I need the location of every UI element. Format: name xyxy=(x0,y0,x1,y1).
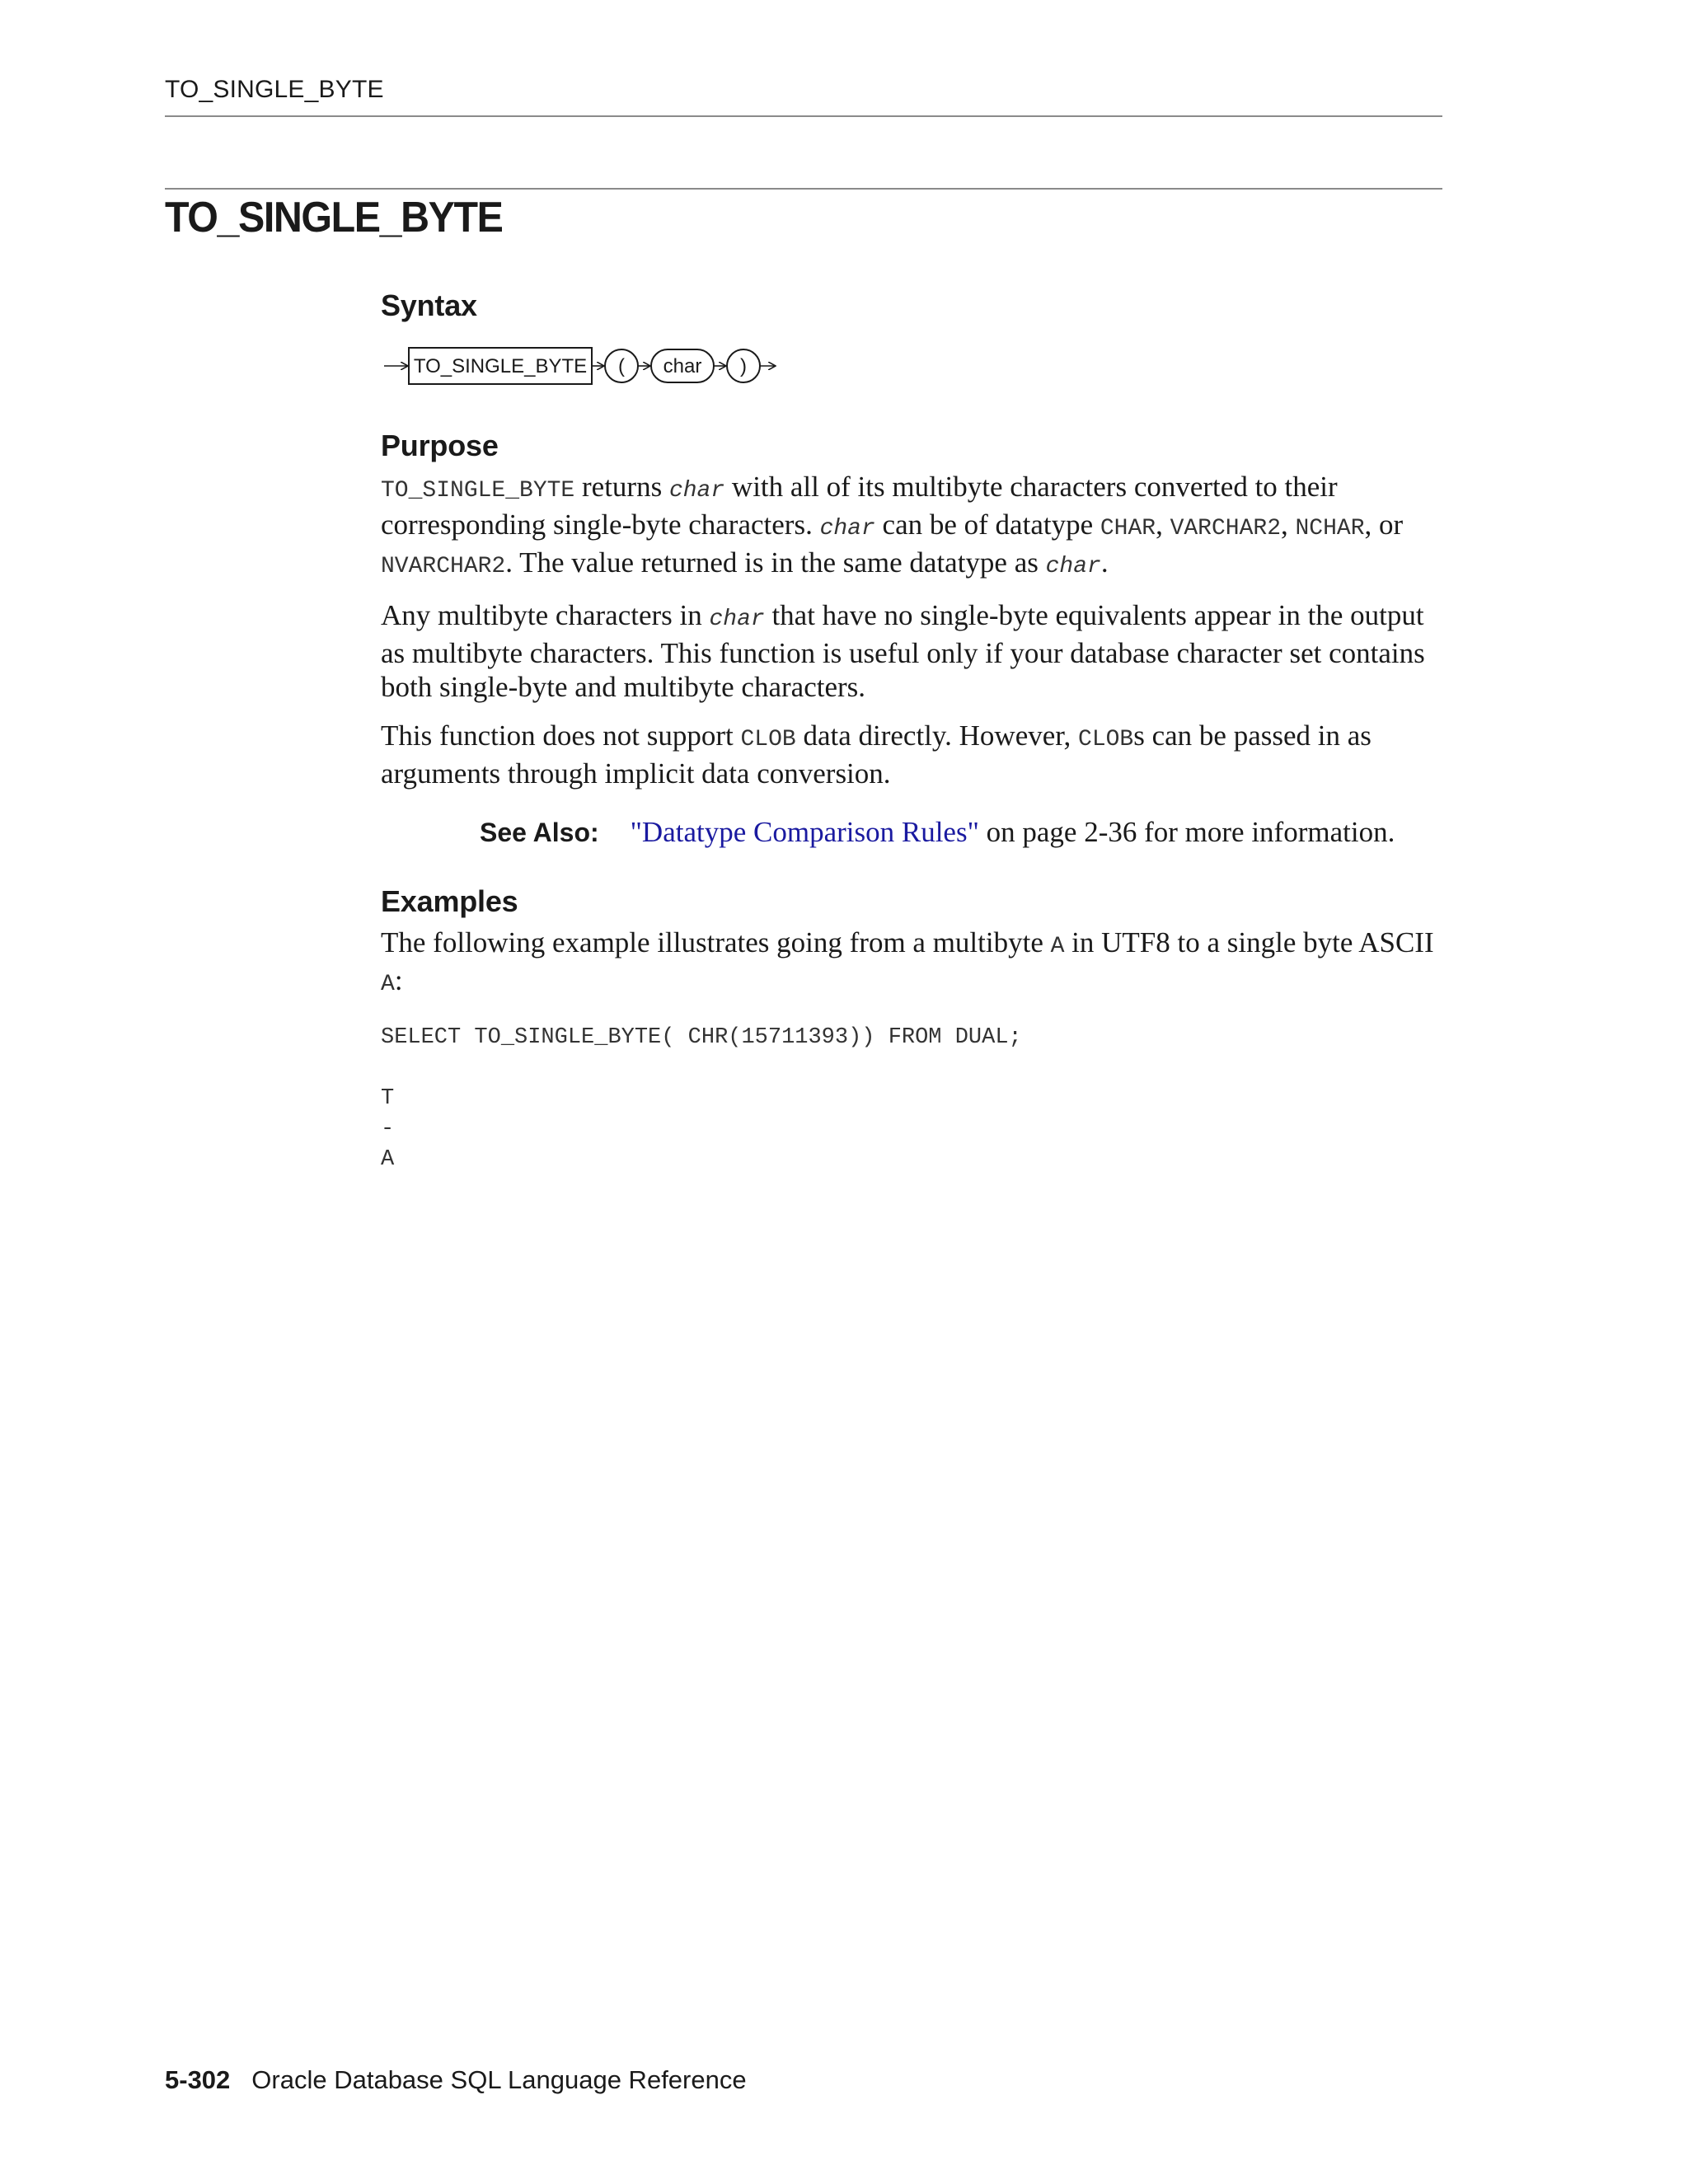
purpose-paragraph-2: Any multibyte characters in char that have no single-byte equivalents appear in the output as multibyte characters. This function is useful only if your database character set contains both single-byte and multibyte characters. xyxy=(381,599,1425,703)
datatype-code: CHAR xyxy=(1100,516,1156,541)
book-title: Oracle Database SQL Language Reference xyxy=(251,2065,747,2094)
clob-code: CLOB xyxy=(1078,727,1134,752)
char-argument-label: char xyxy=(663,355,702,377)
char-param: char xyxy=(668,478,725,504)
page-footer xyxy=(165,2065,747,2095)
see-also-note: See Also: "Datatype Comparison Rules" on page 2-36 for more information. xyxy=(480,816,1395,848)
examples-heading: Examples xyxy=(381,884,518,918)
purpose-paragraph-3: This function does not support CLOB data directly. However, CLOBs can be passed in as arguments through implicit data conversion. xyxy=(381,719,1372,790)
page-title: TO_SINGLE_BYTE xyxy=(165,194,503,241)
header-rule xyxy=(165,115,1442,117)
main-content xyxy=(381,288,1444,1175)
open-paren-label: ( xyxy=(618,355,625,377)
datatype-code: VARCHAR2 xyxy=(1170,516,1281,541)
sql-example-code: SELECT TO_SINGLE_BYTE( CHR(15711393)) FROM DUAL; T - A xyxy=(381,1025,1022,1172)
running-header: TO_SINGLE_BYTE xyxy=(165,76,384,103)
function-box-label: TO_SINGLE_BYTE xyxy=(413,355,588,377)
purpose-paragraph-1: TO_SINGLE_BYTE returns char with all of its multibyte characters converted to their corresponding single-byte characters. char can be of datatype CHAR, VARCHAR2, NCHAR, or NVARCHAR2. The value returned is in the same datatype as char. xyxy=(381,471,1404,579)
function-name-code: TO_SINGLE_BYTE xyxy=(381,478,575,504)
clob-code: CLOB xyxy=(740,727,796,752)
char-param: char xyxy=(819,516,875,541)
datatype-code: NCHAR xyxy=(1295,516,1365,541)
close-paren-label: ) xyxy=(740,355,747,377)
datatype-comparison-rules-link[interactable]: "Datatype Comparison Rules" xyxy=(630,816,979,848)
purpose-heading: Purpose xyxy=(381,429,499,462)
datatype-code: NVARCHAR2 xyxy=(381,554,506,579)
railroad-diagram xyxy=(381,341,809,391)
examples-paragraph: The following example illustrates going from a multibyte A in UTF8 to a single byte ASCII A: xyxy=(381,926,1434,997)
char-param: char xyxy=(1045,554,1101,579)
page-number: 5-302 xyxy=(165,2065,231,2094)
syntax-heading: Syntax xyxy=(381,288,477,322)
title-rule xyxy=(165,188,1442,190)
char-param: char xyxy=(709,607,765,632)
see-also-label: See Also: xyxy=(480,818,599,847)
syntax-diagram xyxy=(381,341,1444,391)
